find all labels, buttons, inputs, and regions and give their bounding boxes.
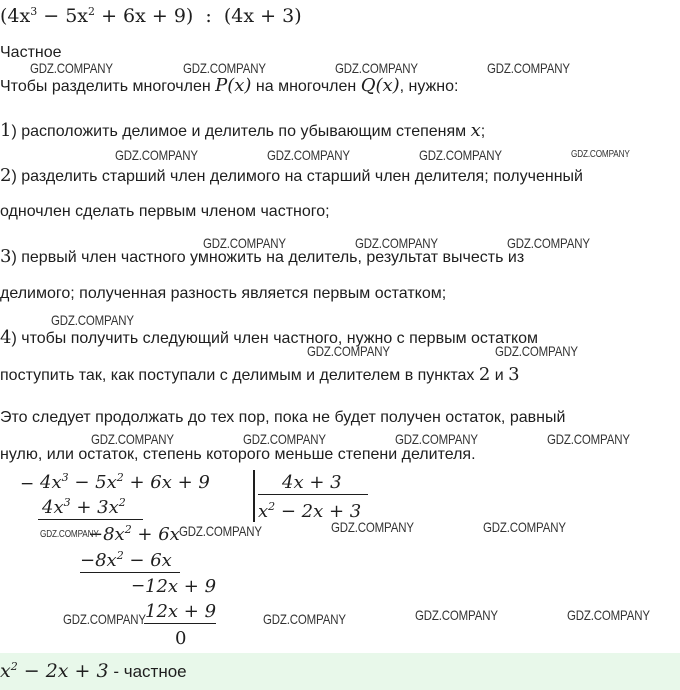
watermark: GDZ.COMPANY <box>335 60 418 76</box>
watermark: GDZ.COMPANY <box>115 147 198 163</box>
continue-line-2: нулю, или остаток, степень которого меньше степени делителя. <box>0 446 476 463</box>
watermark: GDZ.COMPANY <box>267 147 350 163</box>
watermark: GDZ.COMPANY <box>179 523 262 539</box>
step-4-ref-3: 3 <box>508 364 520 385</box>
watermark: GDZ.COMPANY <box>91 431 174 447</box>
watermark: GDZ.COMPANY <box>183 60 266 76</box>
watermark: GDZ.COMPANY <box>487 60 570 76</box>
polynomial-q: Q(x) <box>360 75 400 96</box>
watermark: GDZ.COMPANY <box>263 611 346 627</box>
rule-intro-start: Чтобы разделить многочлен <box>0 78 216 95</box>
watermark: GDZ.COMPANY <box>243 431 326 447</box>
step-1-text: ) расположить делимое и делитель по убывающим степеням <box>11 123 471 140</box>
rule-intro-end: , нужно: <box>399 78 459 95</box>
section-heading: Частное <box>0 44 62 61</box>
step-4-text: ) чтобы получить следующий член частного, нужно с первым остатком <box>11 330 539 347</box>
watermark: GDZ.COMPANY <box>571 149 630 160</box>
step-4-line-2 <box>0 364 520 385</box>
step-1 <box>0 120 485 141</box>
division-divisor: 4x + 3 <box>282 472 342 493</box>
watermark: GDZ.COMPANY <box>40 529 99 540</box>
watermark: GDZ.COMPANY <box>63 611 146 627</box>
watermark: GDZ.COMPANY <box>203 235 286 251</box>
step-4-number: 4 <box>0 327 12 348</box>
division-quotient: $x^2 - 2x + 3$ <box>258 500 362 522</box>
division-subtrahend-3: 12x + 9 <box>145 601 217 622</box>
task-expression: $(4x^3 - 5x^2 + 6x + 9)$ : (4x + 3) <box>0 5 302 27</box>
division-vertical-line <box>253 470 255 522</box>
watermark: GDZ.COMPANY <box>355 235 438 251</box>
step-2-line-1 <box>0 165 583 186</box>
division-remainder-1: $-8x^2 + 6x$ <box>88 523 180 545</box>
watermark: GDZ.COMPANY <box>507 235 590 251</box>
division-subtrahend-2: $-8x^2 - 6x$ <box>80 549 172 571</box>
division-minus-1: − <box>20 474 35 494</box>
step-3-line-2: делимого; полученная разность является первым остатком; <box>0 285 447 302</box>
division-remainder-2: 12x + 9 <box>145 576 217 597</box>
continue-line-1: Это следует продолжать до тех пор, пока не будет получен остаток, равный <box>0 409 566 426</box>
division-dividend: $4x^3 - 5x^2 + 6x + 9$ <box>40 471 210 493</box>
watermark: GDZ.COMPANY <box>483 519 566 535</box>
division-line-1 <box>38 519 143 520</box>
step-3-text: ) первый член частного умножить на делитель, результат вычесть из <box>11 249 525 266</box>
rule-intro <box>0 75 458 96</box>
step-1-var: x <box>470 120 481 141</box>
answer-line <box>0 660 187 682</box>
watermark: GDZ.COMPANY <box>395 431 478 447</box>
watermark: GDZ.COMPANY <box>415 607 498 623</box>
watermark: GDZ.COMPANY <box>495 343 578 359</box>
step-4-line-1 <box>0 327 538 348</box>
step-4-ref-2: 2 <box>478 364 491 385</box>
division-final-remainder: 0 <box>175 628 187 649</box>
division-minus-2: − <box>131 576 146 596</box>
division-line-3 <box>144 623 216 624</box>
watermark: GDZ.COMPANY <box>567 607 650 623</box>
division-line-2 <box>80 572 180 573</box>
answer-quotient: $x^2 - 2x + 3$ <box>0 660 109 682</box>
step-1-end: ; <box>480 123 486 140</box>
watermark: GDZ.COMPANY <box>331 519 414 535</box>
rule-intro-mid: на многочлен <box>251 78 361 95</box>
step-1-number: 1 <box>0 120 12 141</box>
division-subtrahend-1: $4x^3 + 3x^2$ <box>42 496 126 518</box>
watermark: GDZ.COMPANY <box>419 147 502 163</box>
polynomial-p: P(x) <box>215 75 252 96</box>
step-2-number: 2 <box>0 165 12 186</box>
watermark: GDZ.COMPANY <box>30 60 113 76</box>
watermark: GDZ.COMPANY <box>307 343 390 359</box>
step-2-text: ) разделить старший член делимого на старший член делителя; полученный <box>11 168 583 185</box>
step-3-number: 3 <box>0 246 12 267</box>
step-4-and: и <box>490 367 509 384</box>
answer-label: - частное <box>108 662 187 681</box>
watermark: GDZ.COMPANY <box>547 431 630 447</box>
step-2-line-2: одночлен сделать первым членом частного; <box>0 203 330 220</box>
watermark: GDZ.COMPANY <box>51 312 134 328</box>
divisor-underline <box>258 494 368 495</box>
step-4-line-2-text: поступить так, как поступали с делимым и делителем в пунктах <box>0 367 479 384</box>
